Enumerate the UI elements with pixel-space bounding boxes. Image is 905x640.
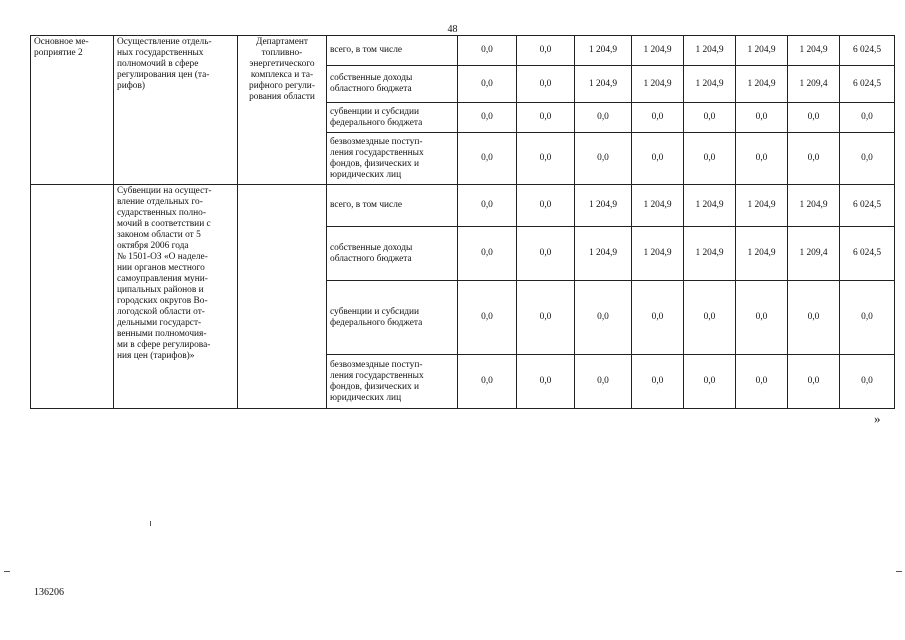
table-body [31, 36, 895, 409]
value-cell: 1 204,9 [788, 36, 840, 66]
value-cell: 0,0 [632, 103, 684, 133]
scan-mark [896, 571, 902, 572]
value-cell: 6 024,5 [840, 36, 895, 66]
value-cell: 1 204,9 [575, 185, 632, 227]
value-cell: 1 204,9 [736, 36, 788, 66]
value-cell: 0,0 [458, 103, 517, 133]
value-cell: 0,0 [458, 66, 517, 103]
executor-cell [238, 185, 327, 409]
value-cell: 1 209,4 [788, 66, 840, 103]
scan-mark [4, 571, 10, 572]
value-cell: 0,0 [517, 133, 575, 185]
value-cell: 0,0 [788, 355, 840, 409]
value-cell: 0,0 [632, 355, 684, 409]
executor-cell: Департамент топливно- энергетического комплекса и та- рифного регули- рования области [238, 36, 327, 185]
table-row [31, 185, 895, 227]
value-cell: 0,0 [458, 355, 517, 409]
value-cell: 0,0 [458, 185, 517, 227]
value-cell: 0,0 [517, 355, 575, 409]
value-cell: 0,0 [840, 355, 895, 409]
value-cell: 0,0 [840, 281, 895, 355]
value-cell: 1 204,9 [632, 36, 684, 66]
value-cell: 0,0 [517, 185, 575, 227]
value-cell: 0,0 [788, 133, 840, 185]
value-cell: 0,0 [517, 66, 575, 103]
value-cell: 1 204,9 [632, 185, 684, 227]
value-cell: 6 024,5 [840, 227, 895, 281]
value-cell: 1 204,9 [736, 66, 788, 103]
value-cell: 1 204,9 [575, 227, 632, 281]
value-cell: 0,0 [575, 355, 632, 409]
closing-quote: » [874, 411, 881, 426]
funding-source-cell: субвенции и субсидии федерального бюджета [327, 281, 458, 355]
main-event-cell: Основное ме- роприятие 2 [31, 36, 114, 185]
value-cell: 1 204,9 [632, 66, 684, 103]
value-cell: 1 204,9 [788, 185, 840, 227]
value-cell: 0,0 [458, 36, 517, 66]
footer-code: 136206 [34, 587, 64, 598]
value-cell: 0,0 [736, 281, 788, 355]
value-cell: 0,0 [736, 355, 788, 409]
value-cell: 0,0 [736, 103, 788, 133]
table-row [31, 36, 895, 66]
main-event-cell [31, 185, 114, 409]
value-cell: 0,0 [840, 103, 895, 133]
funding-source-cell: всего, в том числе [327, 36, 458, 66]
scan-mark [150, 521, 151, 526]
value-cell: 1 204,9 [684, 227, 736, 281]
value-cell: 1 204,9 [736, 227, 788, 281]
value-cell: 1 204,9 [575, 66, 632, 103]
value-cell: 0,0 [517, 36, 575, 66]
value-cell: 0,0 [517, 227, 575, 281]
value-cell: 6 024,5 [840, 185, 895, 227]
value-cell: 0,0 [575, 103, 632, 133]
value-cell: 1 204,9 [632, 227, 684, 281]
value-cell: 0,0 [458, 133, 517, 185]
value-cell: 0,0 [517, 281, 575, 355]
funding-source-cell: безвозмездные поступ- ления государственных фондов, физических и юридических лиц [327, 133, 458, 185]
value-cell: 0,0 [575, 133, 632, 185]
value-cell: 1 204,9 [575, 36, 632, 66]
value-cell: 0,0 [458, 227, 517, 281]
funding-source-cell: безвозмездные поступ- ления государственных фондов, физических и юридических лиц [327, 355, 458, 409]
funding-source-cell: всего, в том числе [327, 185, 458, 227]
program-name-cell: Осуществление отдель- ных государственных полномочий в сфере регулирования цен (та- рифов) [114, 36, 238, 185]
funding-source-cell: собственные доходы областного бюджета [327, 66, 458, 103]
value-cell: 0,0 [458, 281, 517, 355]
value-cell: 1 204,9 [684, 36, 736, 66]
budget-table [30, 35, 895, 409]
value-cell: 0,0 [684, 103, 736, 133]
value-cell: 0,0 [788, 281, 840, 355]
value-cell: 0,0 [632, 133, 684, 185]
value-cell: 0,0 [684, 281, 736, 355]
value-cell: 0,0 [684, 133, 736, 185]
value-cell: 1 204,9 [736, 185, 788, 227]
value-cell: 1 204,9 [684, 66, 736, 103]
value-cell: 0,0 [840, 133, 895, 185]
funding-source-cell: собственные доходы областного бюджета [327, 227, 458, 281]
value-cell: 6 024,5 [840, 66, 895, 103]
value-cell: 1 209,4 [788, 227, 840, 281]
value-cell: 0,0 [632, 281, 684, 355]
value-cell: 1 204,9 [684, 185, 736, 227]
value-cell: 0,0 [575, 281, 632, 355]
page-number: 48 [447, 24, 458, 35]
program-name-cell: Субвенции на осущест- вление отдельных го- сударственных полно- мочий в соответствии с законом области от 5 октября 2006 года № 1501-ОЗ «О наделе- нии органов местного самоуправления муни- ципальных районов и городских округов Во- логодской области от- дельными государст- венными полномочия- ми в сфере регулирова- ния цен (тарифов)» [114, 185, 238, 409]
value-cell: 0,0 [517, 103, 575, 133]
funding-source-cell: субвенции и субсидии федерального бюджета [327, 103, 458, 133]
value-cell: 0,0 [788, 103, 840, 133]
value-cell: 0,0 [684, 355, 736, 409]
value-cell: 0,0 [736, 133, 788, 185]
